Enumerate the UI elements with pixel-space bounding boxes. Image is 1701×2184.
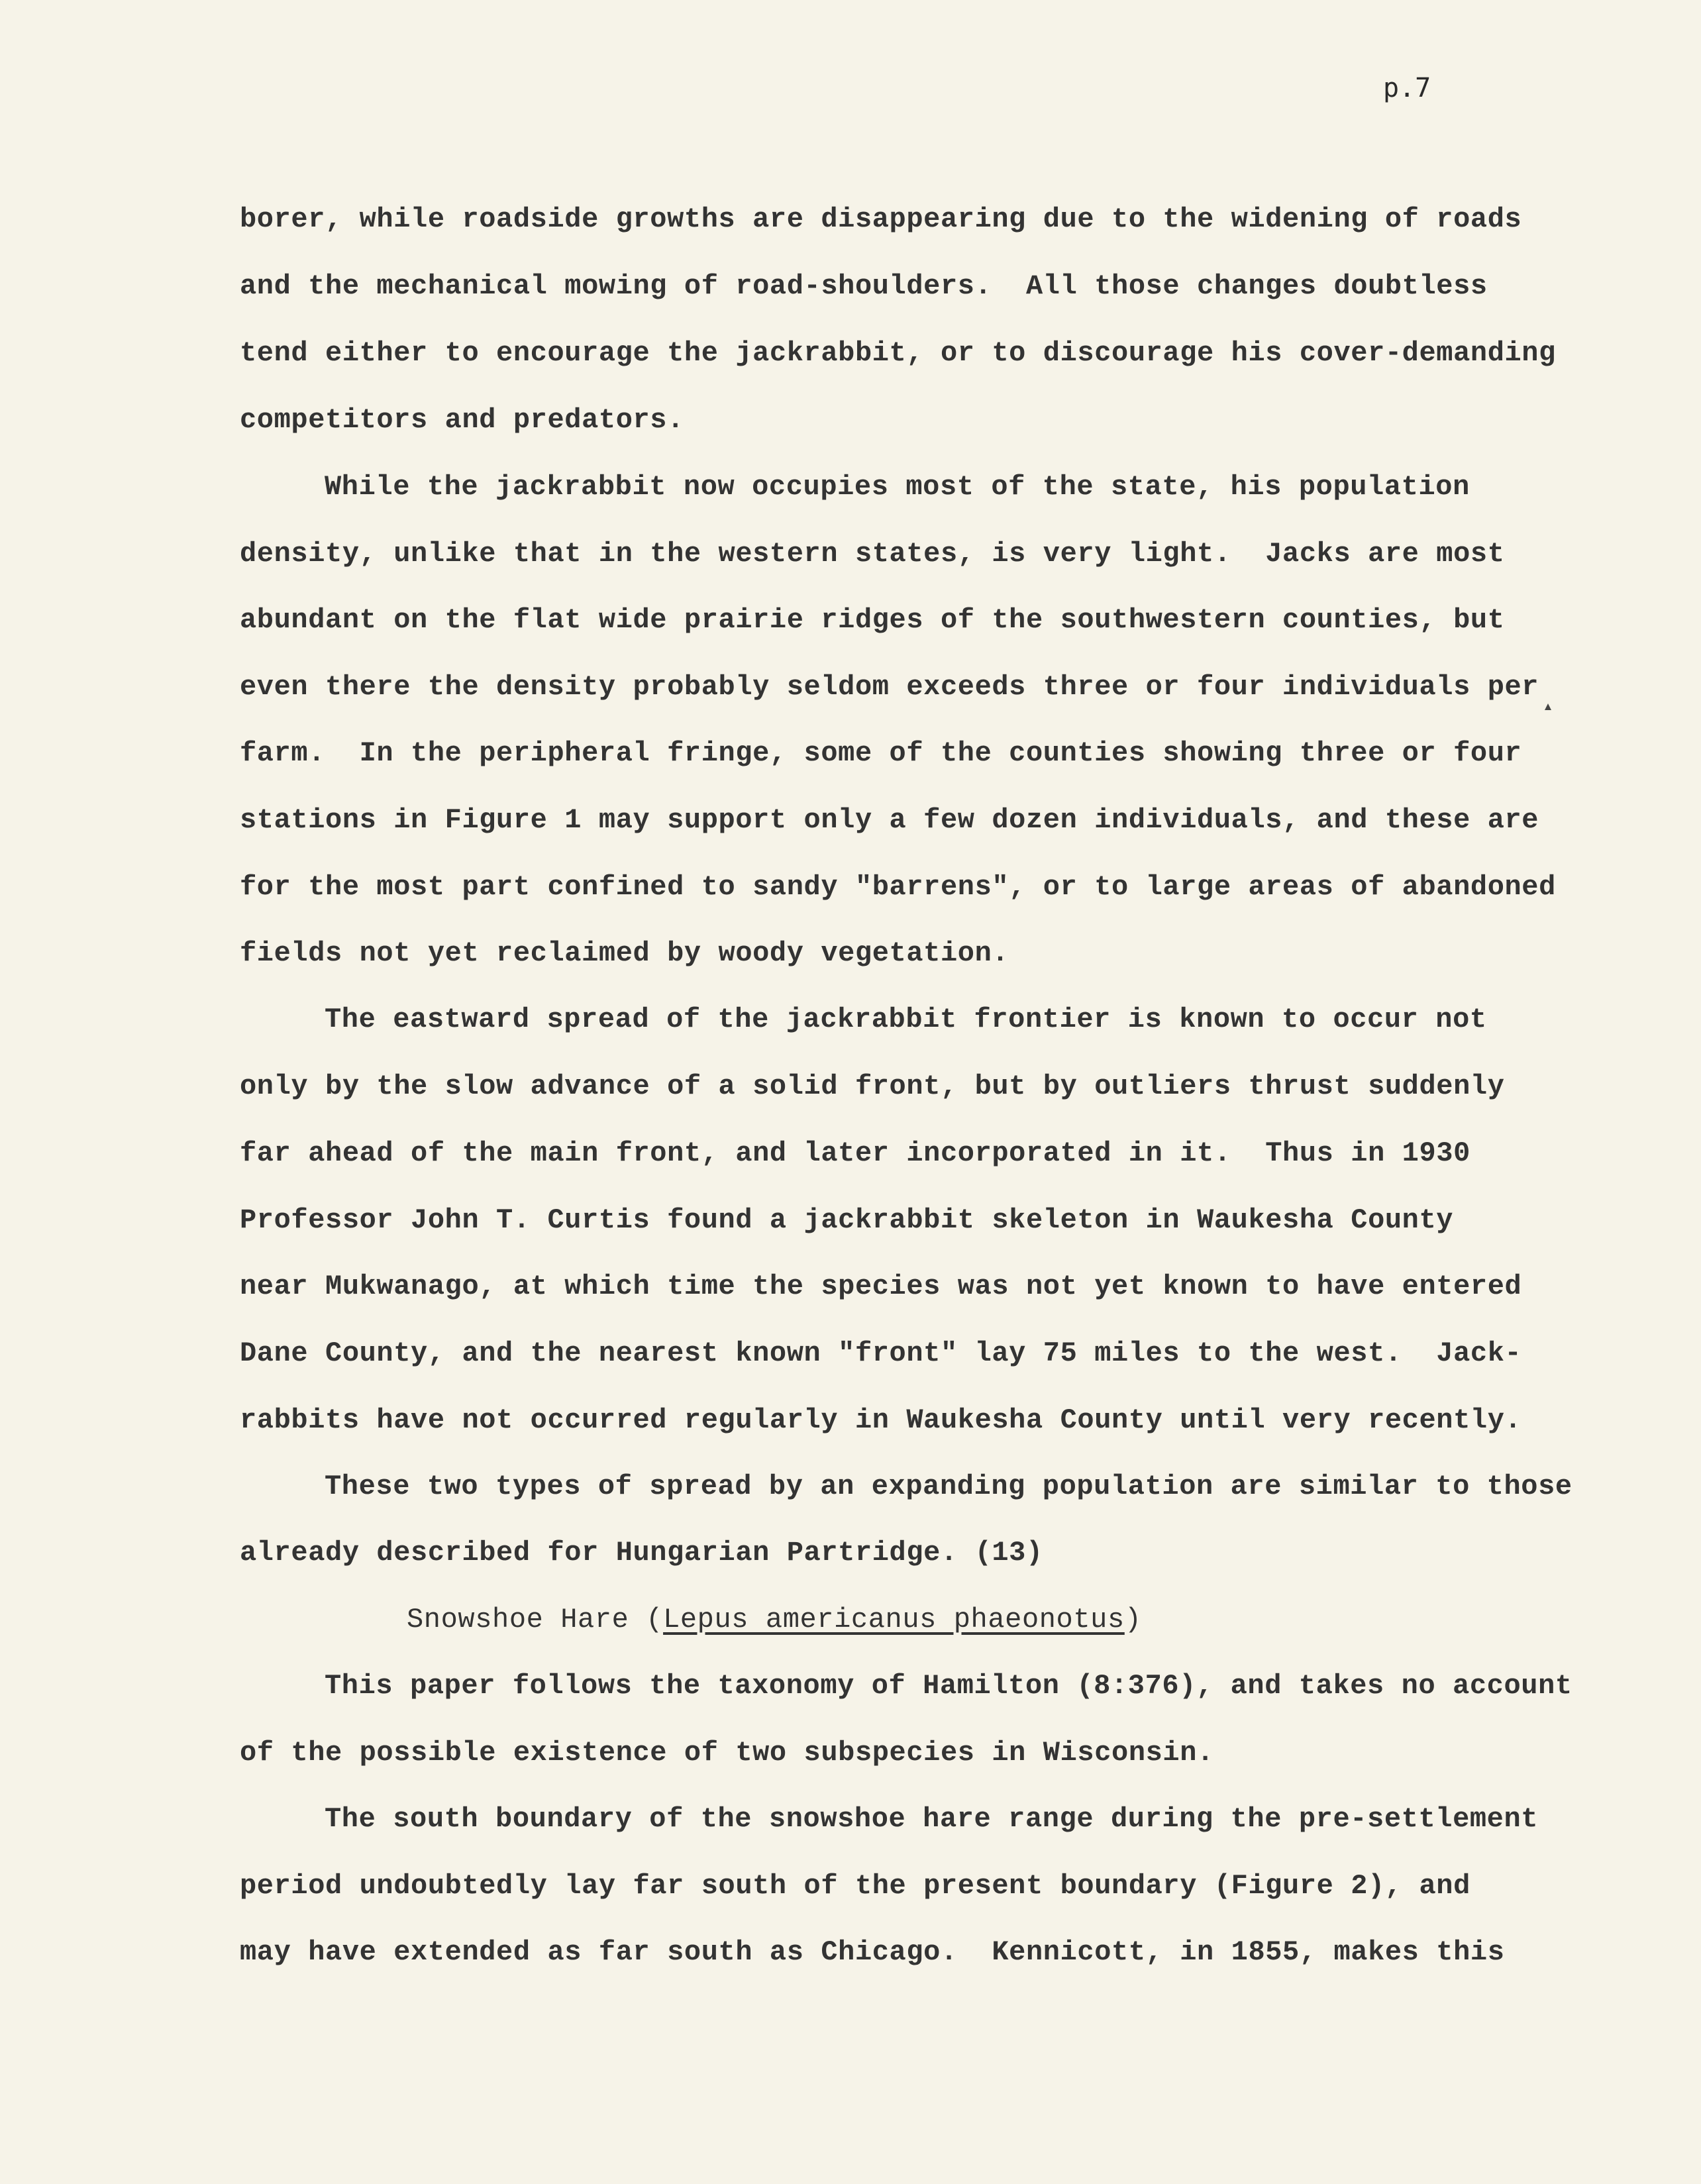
text-line: for the most part confined to sandy "barrens", or to large areas of abandoned (240, 871, 1556, 903)
text-line: of the possible existence of two subspecies in Wisconsin. (240, 1737, 1214, 1769)
heading-latin-name: Lepus americanus phaeonotus (663, 1604, 1125, 1636)
text-line: Professor John T. Curtis found a jackrabbit skeleton in Waukesha County (240, 1204, 1454, 1236)
paragraph-start-line: This paper follows the taxonomy of Hamilton (8:376), and takes no account (325, 1670, 1572, 1702)
text-line: density, unlike that in the western states, is very light. Jacks are most (240, 538, 1505, 570)
paragraph-start-line: The south boundary of the snowshoe hare range during the pre-settlement (325, 1803, 1539, 1835)
text-line: may have extended as far south as Chicago. Kennicott, in 1855, makes this (240, 1936, 1505, 1968)
text-line: already described for Hungarian Partridge. (13) (240, 1537, 1043, 1569)
heading-suffix: ) (1124, 1604, 1142, 1636)
text-line: Dane County, and the nearest known "front" lay 75 miles to the west. Jack- (240, 1337, 1522, 1369)
text-line: and the mechanical mowing of road-shoulders. All those changes doubtless (240, 270, 1488, 302)
text-line: rabbits have not occurred regularly in Waukesha County until very recently. (240, 1404, 1522, 1436)
paragraph-start-line: The eastward spread of the jackrabbit frontier is known to occur not (325, 1004, 1487, 1035)
page-number: p.7 (1383, 73, 1431, 103)
text-line: far ahead of the main front, and later incorporated in it. Thus in 1930 (240, 1137, 1470, 1169)
text-line: abundant on the flat wide prairie ridges of the southwestern counties, but (240, 604, 1505, 636)
text-line: fields not yet reclaimed by woody vegetation. (240, 937, 1009, 969)
text-line: tend either to encourage the jackrabbit, or to discourage his cover-demanding (240, 337, 1556, 369)
text-line: farm. In the peripheral fringe, some of the counties showing three or four (240, 737, 1522, 769)
text-line: only by the slow advance of a solid front, but by outliers thrust suddenly (240, 1070, 1505, 1102)
section-heading (407, 1603, 1142, 1636)
heading-prefix: Snowshoe Hare ( (407, 1604, 664, 1636)
margin-mark (1545, 703, 1551, 710)
text-line: competitors and predators. (240, 404, 684, 436)
text-line: near Mukwanago, at which time the species was not yet known to have entered (240, 1271, 1522, 1302)
text-line: period undoubtedly lay far south of the present boundary (Figure 2), and (240, 1870, 1470, 1902)
text-line: even there the density probably seldom exceeds three or four individuals per (240, 671, 1539, 703)
text-line: stations in Figure 1 may support only a few dozen individuals, and these are (240, 804, 1539, 836)
paragraph-start-line: These two types of spread by an expanding population are similar to those (325, 1471, 1572, 1502)
paragraph-start-line: While the jackrabbit now occupies most of the state, his population (325, 471, 1470, 503)
text-line: borer, while roadside growths are disappearing due to the widening of roads (240, 203, 1522, 235)
